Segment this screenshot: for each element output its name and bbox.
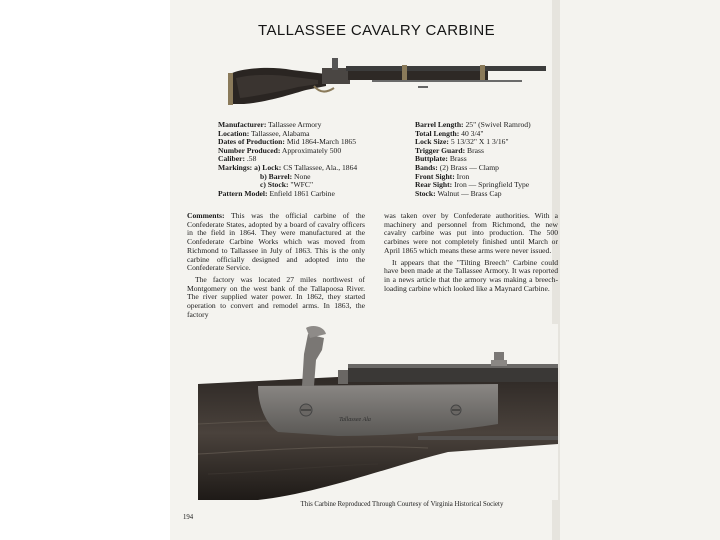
spec-buttplate: Buttplate: Brass	[415, 154, 467, 164]
comments-paragraph-1: Comments: This was the official carbine of the Confederate States, adopted by a board of cavalry officers in the field in 1864. They were manufactured at the Confederate Carbine Works which was moved from Richmond to Tallassee in July of 1863. This is the only carbine officially designed and adopted into the Confederate Service.	[187, 211, 366, 273]
spec-caliber: Caliber: .58	[218, 154, 257, 164]
spec-bands: Bands: (2) Brass — Clamp	[415, 162, 499, 172]
text-column-left	[187, 212, 365, 322]
comments-paragraph-4: It appears that the "Tilting Breech" Carbine could have been made at the Tallassee Armory. It was reported in a news article that the armory was making a breech-loading carbine which looked like a Maynard Carbine.	[384, 257, 558, 293]
photo-caption: This Carbine Reproduced Through Courtesy of Virginia Historical Society	[300, 501, 504, 508]
spec-front-sight: Front Sight: Iron	[415, 171, 470, 181]
lock-engraving: Tallassee Ala	[339, 417, 371, 423]
spec-lock-size: Lock Size: 5 13/32" X 1 3/16"	[415, 137, 509, 147]
page-number: 194	[183, 514, 194, 521]
spec-pattern-model: Pattern Model: Enfield 1861 Carbine	[218, 188, 335, 198]
spec-marking-barrel: b) Barrel: None	[260, 171, 311, 181]
spec-barrel-length: Barrel Length: 25" (Swivel Ramrod)	[415, 120, 531, 129]
spec-marking-stock: c) Stock: "WFC"	[260, 180, 314, 190]
specs-left	[218, 121, 408, 198]
specs-right	[415, 121, 565, 198]
spec-total-length: Total Length: 40 3/4"	[415, 128, 484, 138]
spec-stock: Stock: Walnut — Brass Cap	[415, 188, 502, 198]
page-title: TALLASSEE CAVALRY CARBINE	[258, 22, 496, 39]
spec-dates: Dates of Production: Mid 1864-March 1865	[218, 137, 357, 147]
text-column-right	[384, 212, 558, 296]
spec-trigger-guard: Trigger Guard: Brass	[415, 145, 484, 155]
carbine-full-photo	[222, 46, 552, 112]
lock-closeup-photo	[198, 324, 558, 500]
comments-paragraph-2: The factory was located 27 miles northwest of Montgomery on the west bank of the Tallapoosa River. The river supplied water power. In 1862, they started operation to convert and remodel arms. In 1863, the factory	[187, 274, 365, 319]
spec-rear-sight: Rear Sight: Iron — Springfield Type	[415, 180, 530, 190]
spec-marking-lock: Markings: a) Lock: CS Tallassee, Ala., 1864	[218, 162, 358, 172]
comments-label: Comments:	[187, 211, 225, 220]
comments-paragraph-3: was taken over by Confederate authorities. With a machinery and personnel from Richmond, the new cavalry carbine was put into production. The 500 carbines were not completely finished until March or April 1865 which means these arms were never issued.	[384, 212, 558, 255]
spec-manufacturer: Manufacturer: Tallassee Armory	[218, 120, 322, 129]
spec-location: Location: Tallassee, Alabama	[218, 128, 310, 138]
spec-number-produced: Number Produced: Approximately 500	[218, 145, 342, 155]
